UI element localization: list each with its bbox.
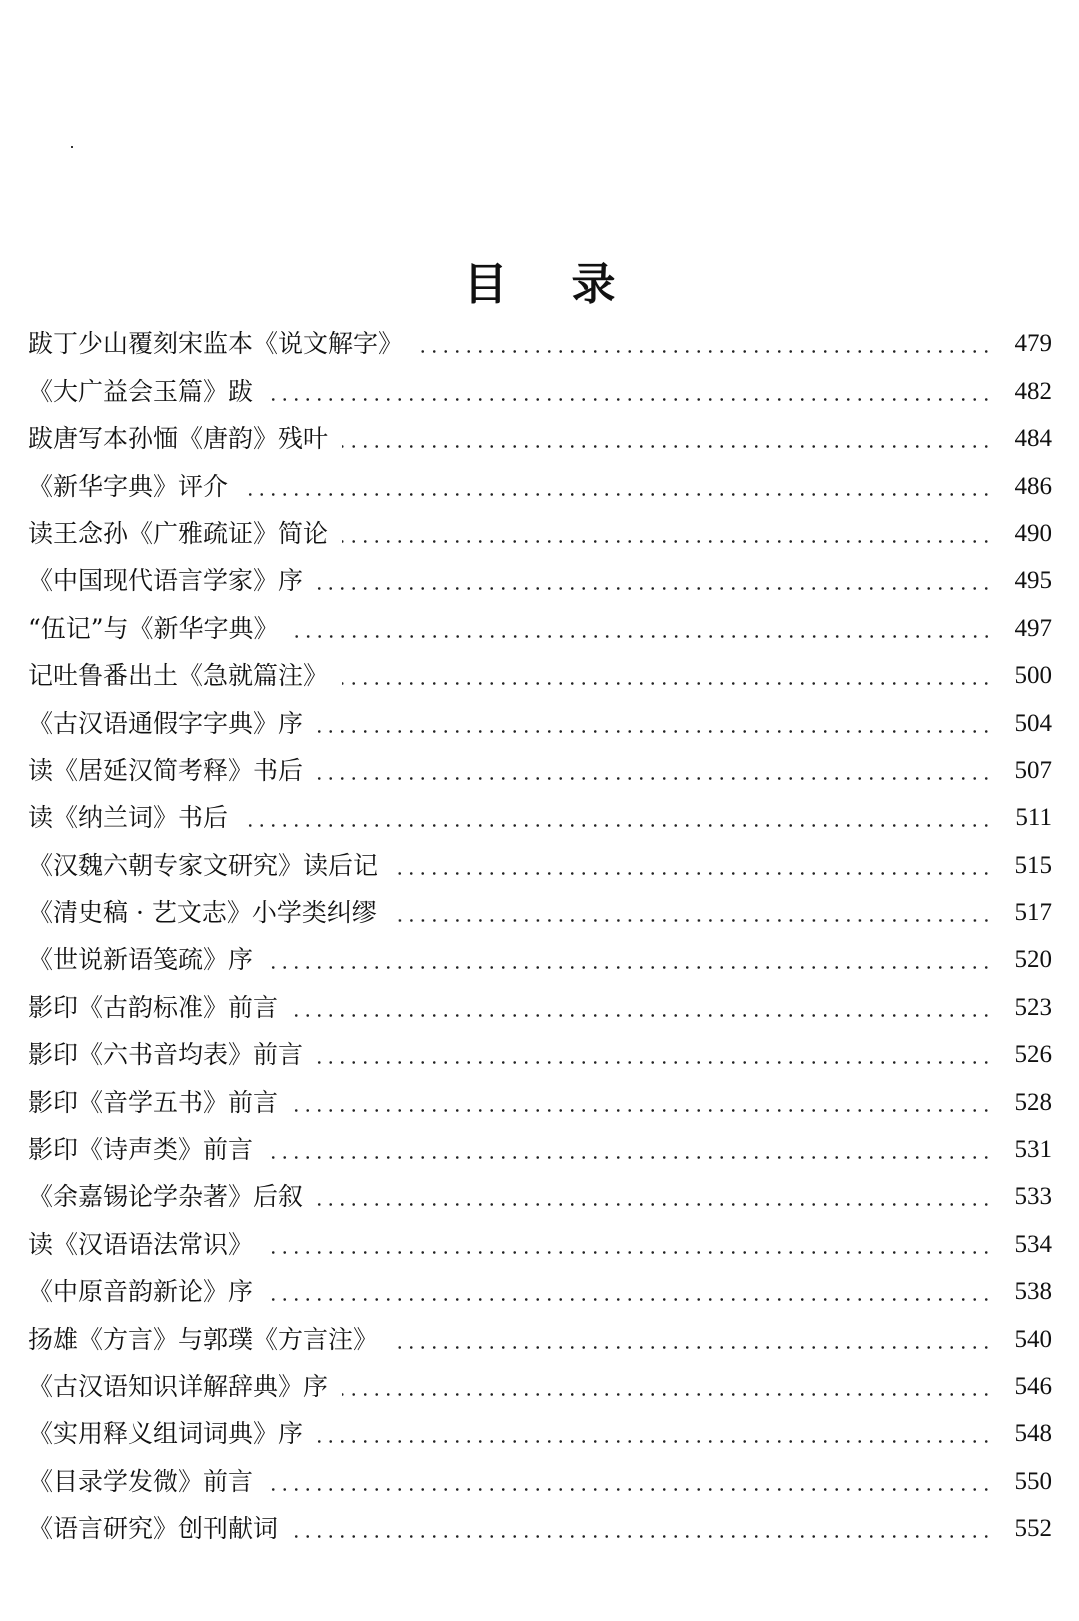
toc-entry-page-number: 490 — [1014, 519, 1052, 547]
toc-entry-page-number: 500 — [1014, 662, 1052, 690]
toc-entry-title: 《古汉语通假字字典》序 — [28, 708, 304, 738]
toc-entry-title: 《实用释义组词词典》序 — [28, 1419, 304, 1449]
dot-leader — [242, 493, 992, 496]
toc-entry[interactable] — [28, 462, 1052, 509]
toc-entry-title: 跋唐写本孙愐《唐韵》残叶 — [28, 424, 329, 454]
toc-entry[interactable] — [28, 889, 1052, 936]
toc-entry-title: “伍记”与《新华字典》 — [28, 613, 279, 643]
toc-entry[interactable] — [28, 557, 1052, 604]
toc-entry-title: 《世说新语笺疏》序 — [28, 945, 254, 975]
dot-leader — [392, 872, 992, 875]
toc-entry[interactable] — [28, 1220, 1052, 1267]
toc-entry-title: 读王念孙《广雅疏证》简论 — [28, 518, 329, 548]
toc-entry[interactable] — [28, 1363, 1052, 1410]
toc-entry-page-number: 528 — [1014, 1088, 1052, 1116]
toc-entry[interactable] — [28, 1268, 1052, 1315]
toc-entry[interactable] — [28, 1078, 1052, 1125]
toc-entry-page-number: 497 — [1014, 614, 1052, 642]
toc-entry[interactable] — [28, 699, 1052, 746]
toc-entry-page-number: 482 — [1014, 377, 1052, 405]
dot-leader — [267, 1156, 992, 1159]
toc-entry-title: 跋丁少山覆刻宋监本《说文解字》 — [28, 329, 404, 359]
table-of-contents — [28, 320, 1052, 1552]
dot-leader — [293, 635, 992, 638]
dot-leader — [391, 919, 992, 922]
toc-entry[interactable] — [28, 1410, 1052, 1457]
dot-leader — [292, 1014, 992, 1017]
toc-entry-page-number: 548 — [1014, 1420, 1052, 1448]
toc-entry[interactable] — [28, 1031, 1052, 1078]
dot-leader — [267, 1298, 992, 1301]
toc-entry[interactable] — [28, 367, 1052, 414]
title-char-2: 录 — [571, 259, 616, 311]
toc-entry[interactable] — [28, 510, 1052, 557]
toc-entry-page-number: 526 — [1014, 1041, 1052, 1069]
toc-entry-title: 读《居延汉简考释》书后 — [28, 755, 304, 785]
toc-entry-page-number: 523 — [1014, 993, 1052, 1021]
toc-entry[interactable] — [28, 747, 1052, 794]
toc-entry-title: 《清史稿 · 艺文志》小学类纠缪 — [28, 898, 377, 928]
toc-entry-page-number: 511 — [1015, 804, 1052, 832]
toc-entry-page-number: 538 — [1014, 1278, 1052, 1306]
toc-entry-page-number: 507 — [1014, 756, 1052, 784]
dot-leader — [317, 1440, 992, 1443]
toc-entry-title: 影印《古韵标准》前言 — [28, 992, 279, 1022]
toc-entry[interactable] — [28, 1505, 1052, 1552]
toc-entry-page-number: 504 — [1014, 709, 1052, 737]
toc-entry-page-number: 546 — [1014, 1372, 1052, 1400]
toc-entry-title: 影印《六书音均表》前言 — [28, 1040, 304, 1070]
dot-leader — [267, 1488, 992, 1491]
toc-entry-page-number: 540 — [1014, 1325, 1052, 1353]
toc-entry-title: 读《汉语语法常识》 — [28, 1229, 254, 1259]
toc-entry[interactable] — [28, 936, 1052, 983]
dot-leader — [342, 540, 992, 543]
toc-entry[interactable] — [28, 1173, 1052, 1220]
scan-speck — [71, 146, 73, 148]
toc-entry[interactable] — [28, 1315, 1052, 1362]
toc-entry-page-number: 486 — [1014, 472, 1052, 500]
toc-entry[interactable] — [28, 652, 1052, 699]
toc-entry-title: 《中国现代语言学家》序 — [28, 566, 304, 596]
toc-entry-title: 《目录学发微》前言 — [28, 1466, 254, 1496]
toc-entry-page-number: 515 — [1014, 851, 1052, 879]
dot-leader — [342, 445, 992, 448]
toc-entry[interactable] — [28, 415, 1052, 462]
toc-entry-page-number: 531 — [1014, 1136, 1052, 1164]
toc-entry-page-number: 479 — [1014, 330, 1052, 358]
dot-leader — [392, 1346, 992, 1349]
dot-leader — [417, 350, 992, 353]
dot-leader — [317, 587, 992, 590]
dot-leader — [267, 1251, 992, 1254]
toc-entry-title: 扬雄《方言》与郭璞《方言注》 — [28, 1324, 379, 1354]
toc-entry[interactable] — [28, 983, 1052, 1030]
toc-entry[interactable] — [28, 794, 1052, 841]
toc-entry-page-number: 550 — [1014, 1467, 1052, 1495]
dot-leader — [317, 730, 992, 733]
toc-entry-page-number: 484 — [1014, 425, 1052, 453]
toc-entry-page-number: 520 — [1014, 946, 1052, 974]
toc-entry-title: 《古汉语知识详解辞典》序 — [28, 1371, 329, 1401]
dot-leader — [317, 777, 992, 780]
dot-leader — [317, 1061, 992, 1064]
toc-entry[interactable] — [28, 320, 1052, 367]
dot-leader — [267, 398, 992, 401]
toc-entry-page-number: 517 — [1014, 899, 1052, 927]
toc-entry-title: 《大广益会玉篇》跋 — [28, 376, 254, 406]
toc-entry[interactable] — [28, 1126, 1052, 1173]
toc-entry-page-number: 534 — [1014, 1230, 1052, 1258]
toc-entry-title: 影印《诗声类》前言 — [28, 1135, 254, 1165]
title-char-1: 目 — [463, 259, 508, 311]
toc-entry-title: 记吐鲁番出土《急就篇注》 — [28, 661, 329, 691]
dot-leader — [342, 682, 992, 685]
dot-leader — [317, 1203, 992, 1206]
toc-entry[interactable] — [28, 1457, 1052, 1504]
dot-leader — [342, 1393, 992, 1396]
toc-entry-title: 《汉魏六朝专家文研究》读后记 — [28, 850, 379, 880]
toc-entry-title: 读《纳兰词》书后 — [28, 803, 229, 833]
toc-entry[interactable] — [28, 604, 1052, 651]
toc-entry-title: 《中原音韵新论》序 — [28, 1277, 254, 1307]
toc-entry-page-number: 552 — [1014, 1515, 1052, 1543]
toc-entry-title: 《余嘉锡论学杂著》后叙 — [28, 1182, 304, 1212]
dot-leader — [242, 824, 992, 827]
toc-entry-title: 《新华字典》评介 — [28, 471, 229, 501]
toc-entry[interactable] — [28, 841, 1052, 888]
page-title — [0, 257, 1079, 313]
toc-entry-title: 影印《音学五书》前言 — [28, 1087, 279, 1117]
dot-leader — [292, 1109, 992, 1112]
toc-entry-title: 《语言研究》创刊献词 — [28, 1514, 279, 1544]
dot-leader — [292, 1535, 992, 1538]
toc-entry-page-number: 533 — [1014, 1183, 1052, 1211]
dot-leader — [267, 966, 992, 969]
toc-entry-page-number: 495 — [1014, 567, 1052, 595]
